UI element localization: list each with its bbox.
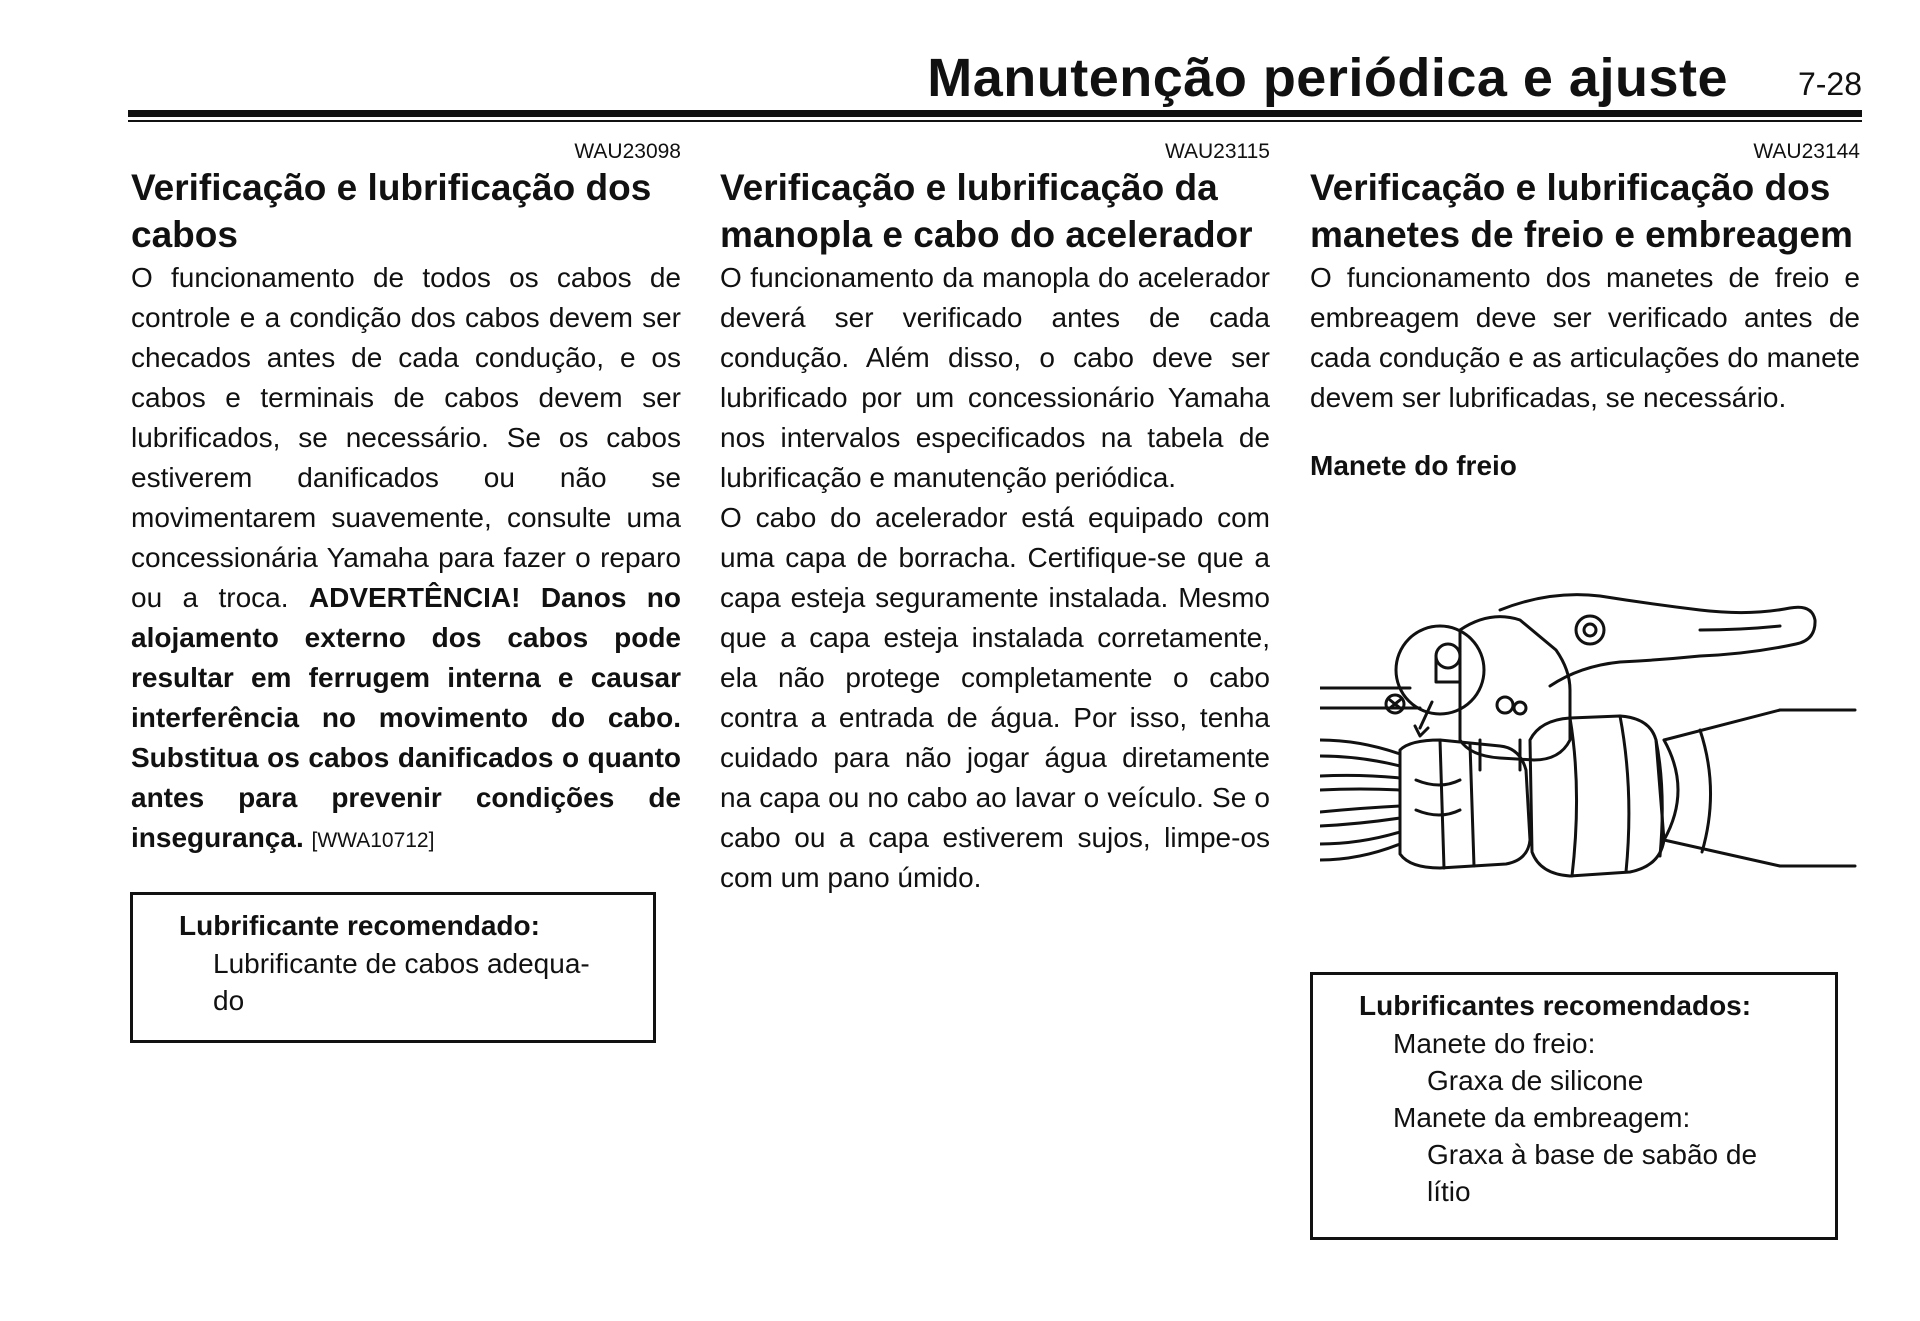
- section-heading: [720, 164, 1270, 258]
- section-paragraph-1: O funcionamento da manopla do acelerador deverá ser verificado antes de cada condução. Além disso, o cabo deve ser lubrificado por um concessionário Yamaha nos intervalos especificados na tabela de lubrificação e manutenção periódica.: [720, 262, 1270, 493]
- section-levers: [1310, 140, 1860, 486]
- lubricants-item-brake-value: Graxa de silicone: [1427, 1065, 1644, 1096]
- section-heading-line1: Verificação e lubrificação da: [720, 167, 1218, 208]
- lubricant-box: [130, 892, 656, 1043]
- section-heading-line1: Verificação e lubrificação dos: [131, 167, 652, 208]
- lubricants-item-clutch-value-line1: Graxa à base de sabão de: [1427, 1139, 1758, 1170]
- section-heading: [1310, 164, 1860, 258]
- section-heading-line2: cabos: [131, 214, 238, 255]
- lubricants-item-clutch-value-line2: lítio: [1427, 1176, 1471, 1207]
- section-code: WAU23115: [1164, 140, 1270, 163]
- lubricant-box-line1: Lubrificante de cabos adequa-: [213, 948, 590, 979]
- section-throttle: [720, 140, 1270, 898]
- warning-text: ADVERTÊNCIA! Danos no alojamento externo dos cabos pode resultar em ferrugem interna e causar interferência no movimento do cabo. Substitua os cabos danificados o quanto antes para prevenir condições de insegurança.: [131, 582, 681, 853]
- section-heading: [131, 164, 681, 258]
- lubricants-item-brake: Manete do freio:: [1393, 1028, 1596, 1059]
- section-text: O funcionamento dos manetes de freio e embreagem deve ser verificado antes de cada condução e as articulações do manete devem ser lubrificadas, se necessário.: [1310, 262, 1860, 413]
- lubricants-box: [1310, 972, 1838, 1240]
- section-heading-line1: Verificação e lubrificação dos: [1310, 167, 1831, 208]
- lubricant-box-line2: do: [213, 985, 245, 1016]
- lubricant-box-title: Lubrificante recomendado:: [179, 910, 540, 941]
- header-rule-thick: [128, 110, 1862, 117]
- section-body: [131, 258, 681, 861]
- section-cables: [131, 140, 681, 861]
- section-paragraph-2: O cabo do acelerador está equipado com uma capa de borracha. Certifique-se que a capa esteja seguramente instalada. Mesmo que a capa esteja instalada corretamente, ela não protege completamente o cabo contra a entrada de água. Por isso, tenha cuidado para não jogar água diretamente na capa ou no cabo ao lavar o veículo. Se o cabo ou a capa estiverem sujos, limpe-os com um pano úmido.: [720, 502, 1270, 893]
- lubricants-box-title: Lubrificantes recomendados:: [1359, 990, 1752, 1021]
- section-heading-line2: manopla e cabo do acelerador: [720, 214, 1253, 255]
- page-title: Manutenção periódica e ajuste: [927, 48, 1728, 108]
- brake-lever-illustration: [1320, 590, 1860, 946]
- figure-caption: Manete do freio: [1310, 450, 1517, 481]
- section-heading-line2: manetes de freio e embreagem: [1310, 214, 1853, 255]
- section-code: WAU23144: [1753, 140, 1860, 163]
- header-rule-thin: [128, 120, 1862, 122]
- section-code: WAU23098: [574, 140, 681, 163]
- page-number: 7-28: [1797, 66, 1862, 102]
- section-text: O funcionamento de todos os cabos de controle e a condição dos cabos devem ser checados antes de cada condução, e os cabos e terminais de cabos devem ser lubrificados, se necessário. Se os cabos estiverem danificados ou não se movimentarem suavemente, consulte uma concessionária Yamaha para fazer o reparo ou a troca.: [131, 262, 681, 613]
- warning-reference: [WWA10712]: [311, 829, 435, 852]
- lubricants-item-clutch: Manete da embreagem:: [1393, 1102, 1691, 1133]
